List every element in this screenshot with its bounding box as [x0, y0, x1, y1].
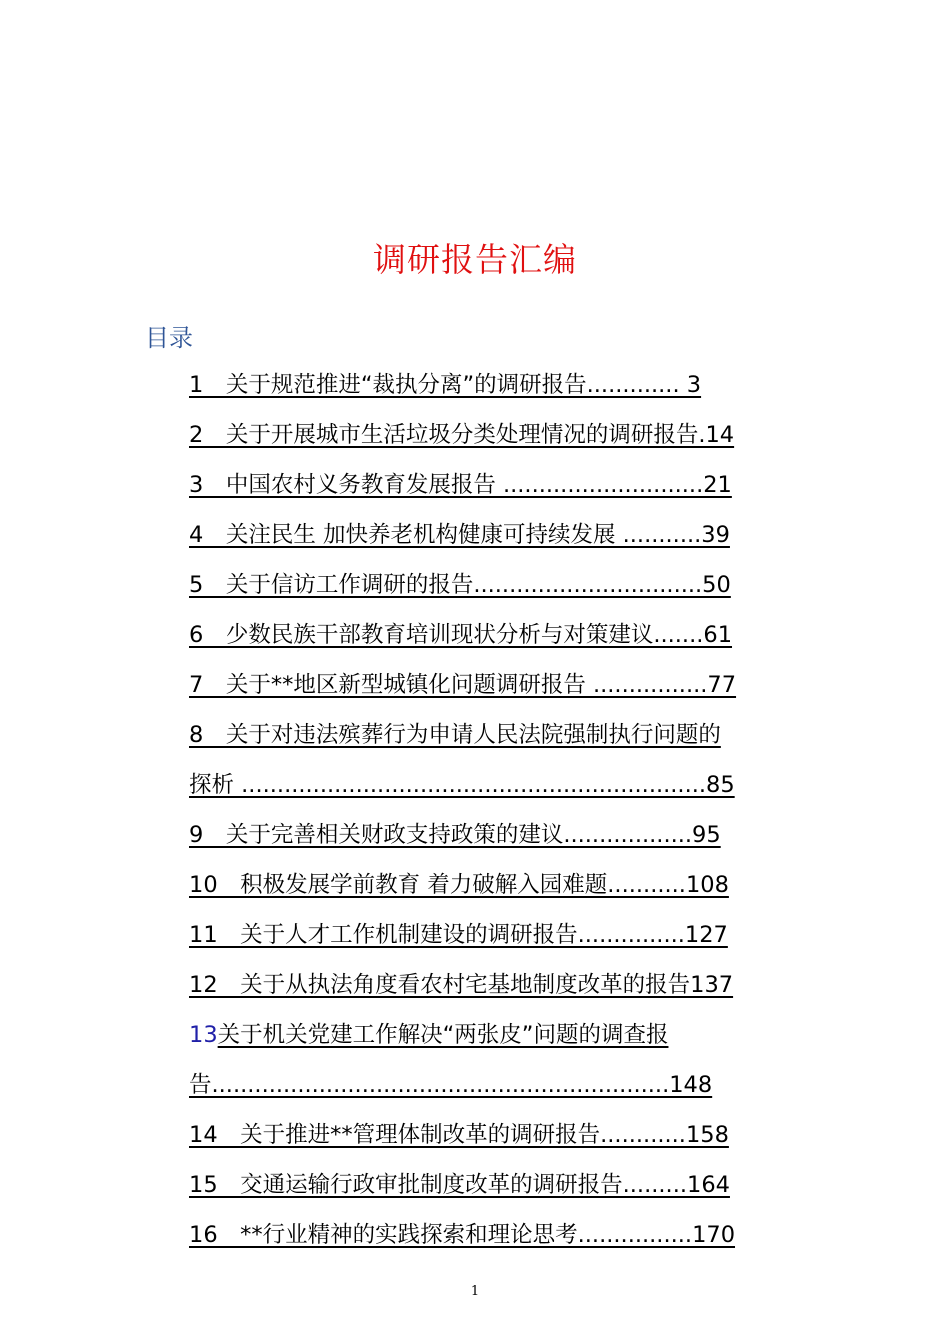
- toc-entry-4[interactable]: [189, 516, 799, 566]
- toc-link[interactable]: 16 **行业精神的实践探索和理论思考................170: [189, 1222, 736, 1248]
- toc-entry-8[interactable]: [189, 716, 799, 766]
- toc-entry-11[interactable]: [189, 916, 799, 966]
- toc-entry-9[interactable]: [189, 816, 799, 866]
- toc-entry-15[interactable]: [189, 1166, 799, 1216]
- toc-entry-12[interactable]: [189, 966, 799, 1016]
- document-title: 调研报告汇编: [373, 240, 577, 279]
- toc-link[interactable]: 6 少数民族干部教育培训现状分析与对策建议.......61: [189, 622, 733, 648]
- toc-link[interactable]: 8 关于对违法殡葬行为申请人民法院强制执行问题的: [189, 722, 721, 748]
- toc-link[interactable]: 12 关于从执法角度看农村宅基地制度改革的报告137: [189, 972, 734, 998]
- toc-link[interactable]: 9 关于完善相关财政支持政策的建议..................95: [189, 822, 721, 848]
- toc-link[interactable]: 告................................................................148: [189, 1072, 713, 1098]
- toc-link[interactable]: 5 关于信访工作调研的报告................................50: [189, 572, 731, 598]
- toc-link[interactable]: [189, 1022, 668, 1048]
- toc-entry-5[interactable]: [189, 566, 799, 616]
- table-of-contents: [189, 366, 799, 1266]
- toc-link[interactable]: 2 关于开展城市生活垃圾分类处理情况的调研报告.14: [189, 422, 735, 448]
- toc-link[interactable]: 11 关于人才工作机制建设的调研报告...............127: [189, 922, 728, 948]
- toc-link[interactable]: 3 中国农村义务教育发展报告 ............................21: [189, 472, 732, 498]
- page-number: 1: [470, 1284, 480, 1299]
- toc-link[interactable]: 15 交通运输行政审批制度改革的调研报告.........164: [189, 1172, 730, 1198]
- toc-entry-2[interactable]: [189, 416, 799, 466]
- toc-heading: 目录: [145, 324, 193, 352]
- toc-link[interactable]: 7 关于**地区新型城镇化问题调研报告 ................77: [189, 672, 737, 698]
- toc-entry-13-cont[interactable]: [189, 1066, 799, 1116]
- toc-entry-8-cont[interactable]: [189, 766, 799, 816]
- toc-entry-13[interactable]: [189, 1016, 799, 1066]
- toc-entry-14[interactable]: [189, 1116, 799, 1166]
- toc-entry-text: 关于机关党建工作解决“两张皮”问题的调查报: [217, 1022, 669, 1048]
- toc-link[interactable]: 探析 .................................................................85: [189, 772, 735, 798]
- toc-entry-7[interactable]: [189, 666, 799, 716]
- toc-entry-10[interactable]: [189, 866, 799, 916]
- toc-link[interactable]: 1 关于规范推进“裁执分离”的调研报告............. 3: [189, 372, 702, 398]
- toc-link[interactable]: 10 积极发展学前教育 着力破解入园难题...........108: [189, 872, 729, 898]
- toc-entry-3[interactable]: [189, 466, 799, 516]
- toc-entry-16[interactable]: [189, 1216, 799, 1266]
- toc-entry-1[interactable]: [189, 366, 799, 416]
- toc-entry-number: 13: [189, 1022, 218, 1048]
- toc-link[interactable]: 4 关注民生 加快养老机构健康可持续发展 ...........39: [189, 522, 730, 548]
- toc-entry-6[interactable]: [189, 616, 799, 666]
- toc-link[interactable]: 14 关于推进**管理体制改革的调研报告............158: [189, 1122, 729, 1148]
